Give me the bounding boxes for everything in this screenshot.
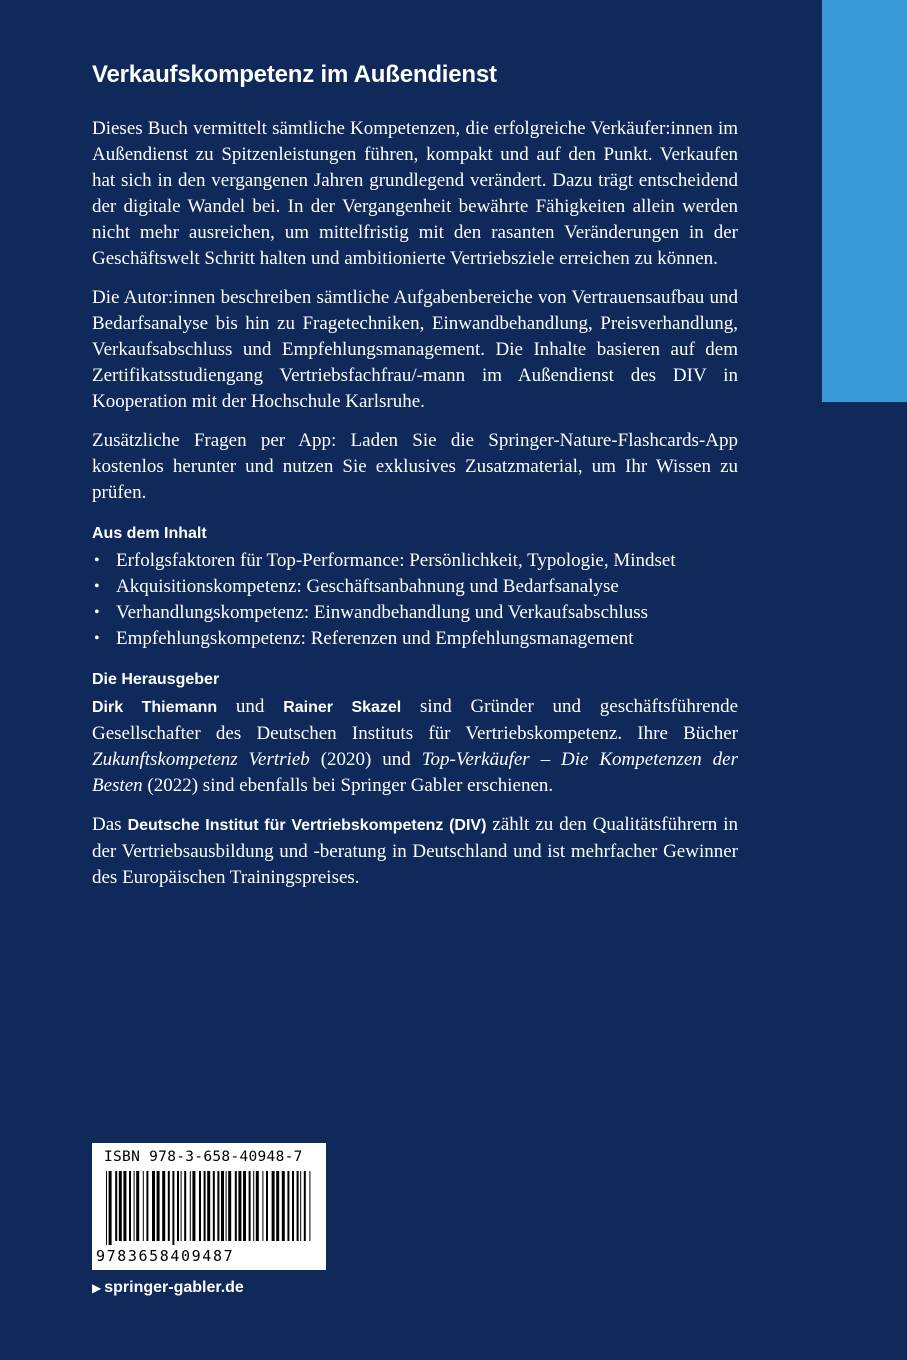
cover-accent-strip	[822, 0, 907, 402]
barcode-bar	[119, 1171, 122, 1241]
editors-heading: Die Herausgeber	[92, 671, 220, 688]
barcode-bar	[272, 1171, 275, 1241]
barcode-bar	[238, 1171, 241, 1241]
barcode-bar	[143, 1171, 144, 1241]
barcode-bar	[217, 1171, 219, 1241]
list-item: • Akquisitionskompetenz: Geschäftsanbahnung und Bedarfsanalyse	[92, 574, 738, 600]
publisher-website[interactable]	[92, 1277, 244, 1299]
barcode-bar	[184, 1171, 186, 1241]
barcode-bar	[207, 1171, 210, 1241]
barcode-bar	[157, 1171, 160, 1241]
barcode-bar	[109, 1171, 112, 1245]
barcode-bar	[292, 1171, 294, 1241]
institute-name: Deutsche Institut für Vertriebskompetenz (DIV)	[127, 817, 487, 834]
barcode-bar	[146, 1171, 148, 1241]
barcode-bar	[266, 1171, 268, 1241]
arrow-right-icon: ▶	[92, 1281, 102, 1295]
website-url: springer-gabler.de	[104, 1279, 244, 1296]
barcode-bar	[297, 1171, 299, 1241]
barcode-bar	[221, 1171, 224, 1241]
editor-name: Dirk Thiemann	[92, 699, 218, 716]
barcode-bar	[192, 1171, 195, 1241]
bullet-icon: •	[94, 630, 100, 647]
bullet-icon: •	[94, 552, 100, 569]
barcode-bar	[243, 1171, 246, 1241]
barcode-bar	[256, 1171, 259, 1241]
bullet-icon: •	[94, 578, 100, 595]
authors-paragraph: Die Autor:innen beschreiben sämtliche Aufgabenbereiche von Vertrauensaufbau und Bedarfsanalyse bis hin zu Fragetechniken, Einwandbehandlung, Preisverhandlung, Verkaufsabschluss und Empfehlungsmanagement. Die Inhalte basieren auf dem Zertifikatsstudiengang Vertriebsfachfrau/-mann im Außendienst des DIV in Kooperation mit der Hochschule Karlsruhe.	[92, 287, 738, 412]
isbn-barcode	[92, 1143, 326, 1270]
barcode-bar	[287, 1171, 289, 1241]
barcode-bar	[129, 1171, 131, 1241]
barcode-bar	[162, 1171, 165, 1241]
app-paragraph: Zusätzliche Fragen per App: Laden Sie die Springer-Nature-Flashcards-App kostenlos herunter und nutzen Sie exklusives Zusatzmaterial, um Ihr Wissen zu prüfen.	[92, 430, 738, 503]
barcode-bar	[309, 1171, 310, 1241]
barcode-bar	[213, 1171, 215, 1241]
book-title: Verkaufskompetenz im Außendienst	[92, 61, 497, 88]
barcode-digits: 9783658409487	[96, 1247, 235, 1265]
barcode-bar	[228, 1171, 231, 1241]
bullet-icon: •	[94, 604, 100, 621]
barcode-bar	[134, 1171, 135, 1241]
barcode-bar	[106, 1171, 107, 1245]
barcode-bars-icon	[104, 1171, 314, 1245]
back-cover-content	[92, 58, 738, 904]
barcode-bar	[304, 1171, 306, 1241]
barcode-bar	[253, 1171, 254, 1241]
barcode-bar	[123, 1171, 126, 1241]
book-title-reference: Top-Verkäufer – Die Kompetenzen der Besten	[92, 749, 738, 796]
barcode-bar	[300, 1171, 301, 1241]
barcode-bar	[190, 1171, 191, 1241]
editor-name: Rainer Skazel	[283, 699, 402, 716]
barcode-bar	[168, 1171, 170, 1241]
book-title-reference: Zukunftskompetenz Vertrieb	[92, 749, 310, 770]
contents-heading: Aus dem Inhalt	[92, 525, 207, 542]
intro-paragraph: Dieses Buch vermittelt sämtliche Kompetenzen, die erfolgreiche Verkäufer:innen im Außendienst zu Spitzenleistungen führen, kompakt und auf den Punkt. Verkaufen hat sich in den vergangenen Jahren grundlegend verändert. Dazu trägt entscheidend der digitale Wandel bei. In der Vergangenheit bewährte Fähigkeiten allein werden nicht mehr ausreichen, um mittelfristig mit den rasanten Veränderungen in der Geschäftswelt Schritt halten und ambitionierte Vertriebsziele erreichen zu können.	[92, 118, 738, 269]
barcode-bar	[199, 1171, 201, 1241]
barcode-bar	[181, 1171, 182, 1241]
barcode-bar	[235, 1171, 237, 1241]
barcode-bar	[282, 1171, 285, 1241]
institute-paragraph: Das Deutsche Institut für Vertriebskompetenz (DIV) zählt zu den Qualitätsführern in der Vertriebsausbildung und -beratung in Deutschland und ist mehrfacher Gewinner des Europäischen Trainingspreises.	[92, 814, 738, 888]
barcode-bar	[276, 1171, 279, 1241]
barcode-bar	[136, 1171, 139, 1241]
barcode-bar	[172, 1171, 174, 1245]
list-item: • Empfehlungskompetenz: Referenzen und Empfehlungsmanagement	[92, 626, 738, 652]
list-item: • Erfolgsfaktoren für Top-Performance: Persönlichkeit, Typologie, Mindset	[92, 548, 738, 574]
contents-list	[92, 548, 738, 652]
barcode-bar	[249, 1171, 251, 1241]
barcode-bar	[226, 1171, 227, 1241]
isbn-label: ISBN 978-3-658-40948-7	[104, 1149, 303, 1165]
barcode-bar	[262, 1171, 263, 1241]
barcode-bar	[177, 1171, 179, 1241]
barcode-bar	[115, 1171, 117, 1241]
editors-paragraph: Dirk Thiemann und Rainer Skazel sind Gründer und geschäftsführende Gesellschafter des Deutschen Instituts für Vertriebskompetenz. Ihre Bücher Zukunftskompetenz Vertrieb (2020) und Top-Verkäufer – Die Kompetenzen der Besten (2022) sind ebenfalls bei Springer Gabler erschienen.	[92, 696, 739, 796]
barcode-bar	[204, 1171, 206, 1241]
list-item: • Verhandlungskompetenz: Einwandbehandlung und Verkaufsabschluss	[92, 600, 738, 626]
barcode-bar	[152, 1171, 155, 1241]
